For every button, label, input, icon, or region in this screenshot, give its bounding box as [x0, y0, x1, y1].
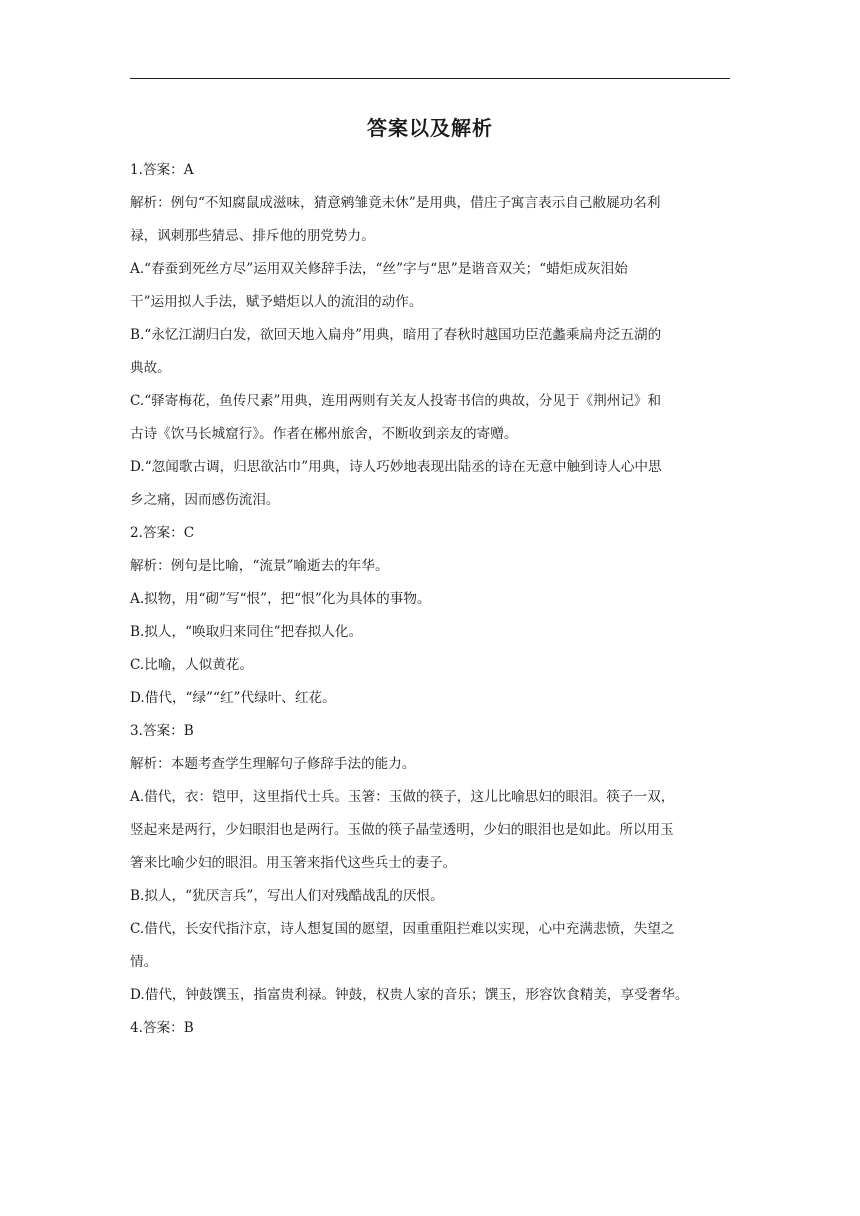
text-line: D.借代，钟鼓馔玉，指富贵利禄。钟鼓，权贵人家的音乐；馔玉，形容饮食精美，享受奢华。 [130, 987, 689, 1003]
answer-paragraph [130, 880, 730, 913]
text-line: A.拟物，用“砌”写“恨”，把“恨”化为具体的事物。 [130, 591, 431, 607]
text-line: 解析：例句“不知腐鼠成滋味，猜意鹓雏竟未休”是用典，借庄子寓言表示自己敝屣功名利 [130, 195, 661, 211]
answer-paragraph [130, 1012, 730, 1045]
text-line: 2.答案：C [130, 525, 195, 541]
text-line: 4.答案：B [130, 1020, 194, 1036]
text-line: 典故。 [130, 360, 171, 376]
text-line: A.借代，衣：铠甲，这里指代士兵。玉箸：玉做的筷子，这儿比喻思妇的眼泪。筷子一双， [130, 789, 675, 805]
answer-paragraph [130, 583, 730, 616]
answer-paragraph [130, 451, 730, 517]
answer-paragraph [130, 187, 730, 253]
answer-paragraph [130, 385, 730, 451]
text-line: 禄，讽刺那些猜忌、排斥他的朋党势力。 [130, 228, 375, 244]
answer-paragraph [130, 319, 730, 385]
text-line: 1.答案：A [130, 162, 194, 178]
text-line: 3.答案：B [130, 723, 194, 739]
text-line: 干”运用拟人手法，赋予蜡炬以人的流泪的动作。 [130, 294, 423, 310]
text-line: 乡之痛，因而感伤流泪。 [130, 492, 280, 508]
answer-paragraph [130, 979, 730, 1012]
page-title: 答案以及解析 [367, 116, 493, 140]
answer-paragraph [130, 781, 730, 880]
answer-paragraph [130, 517, 730, 550]
answer-paragraph [130, 616, 730, 649]
header-rule [130, 78, 730, 79]
text-line: D.借代，“绿”“红”代绿叶、红花。 [130, 690, 336, 706]
text-line: B.“永忆江湖归白发，欲回天地入扁舟”用典，暗用了春秋时越国功臣范蠡乘扁舟泛五湖的 [130, 327, 662, 343]
text-line: 古诗《饮马长城窟行》。作者在郴州旅舍，不断收到亲友的寄赠。 [130, 426, 518, 442]
text-line: C.借代，长安代指汴京，诗人想复国的愿望，因重重阻拦难以实现，心中充满悲愤，失望之 [130, 921, 675, 937]
text-line: D.“忽闻歌古调，归思欲沾巾”用典，诗人巧妙地表现出陆丞的诗在无意中触到诗人心中思 [130, 459, 662, 475]
answer-paragraph [130, 253, 730, 319]
text-line: B.拟人，“犹厌言兵”，写出人们对残酷战乱的厌恨。 [130, 888, 444, 904]
answer-paragraph [130, 748, 730, 781]
answer-paragraph [130, 682, 730, 715]
text-line: A.“春蚕到死丝方尽”运用双关修辞手法，“丝”字与“思”是谐音双关；“蜡炬成灰泪始 [130, 261, 628, 277]
answer-content [130, 154, 730, 1045]
text-line: 情。 [130, 954, 158, 970]
text-line: B.拟人，“唤取归来同住”把春拟人化。 [130, 624, 363, 640]
text-line: 解析：例句是比喻，“流景”喻逝去的年华。 [130, 558, 389, 574]
text-line: C.比喻，人似黄花。 [130, 657, 253, 673]
answer-paragraph [130, 550, 730, 583]
text-line: 箸来比喻少妇的眼泪。用玉箸来指代这些兵士的妻子。 [130, 855, 457, 871]
text-line: 竖起来是两行，少妇眼泪也是两行。玉做的筷子晶莹透明，少妇的眼泪也是如此。所以用玉 [130, 822, 674, 838]
answer-paragraph [130, 154, 730, 187]
answer-paragraph [130, 649, 730, 682]
text-line: 解析：本题考查学生理解句子修辞手法的能力。 [130, 756, 416, 772]
answer-paragraph [130, 715, 730, 748]
text-line: C.“驿寄梅花，鱼传尺素”用典，连用两则有关友人投寄书信的典故，分见于《荆州记》和 [130, 393, 662, 409]
answer-paragraph [130, 913, 730, 979]
